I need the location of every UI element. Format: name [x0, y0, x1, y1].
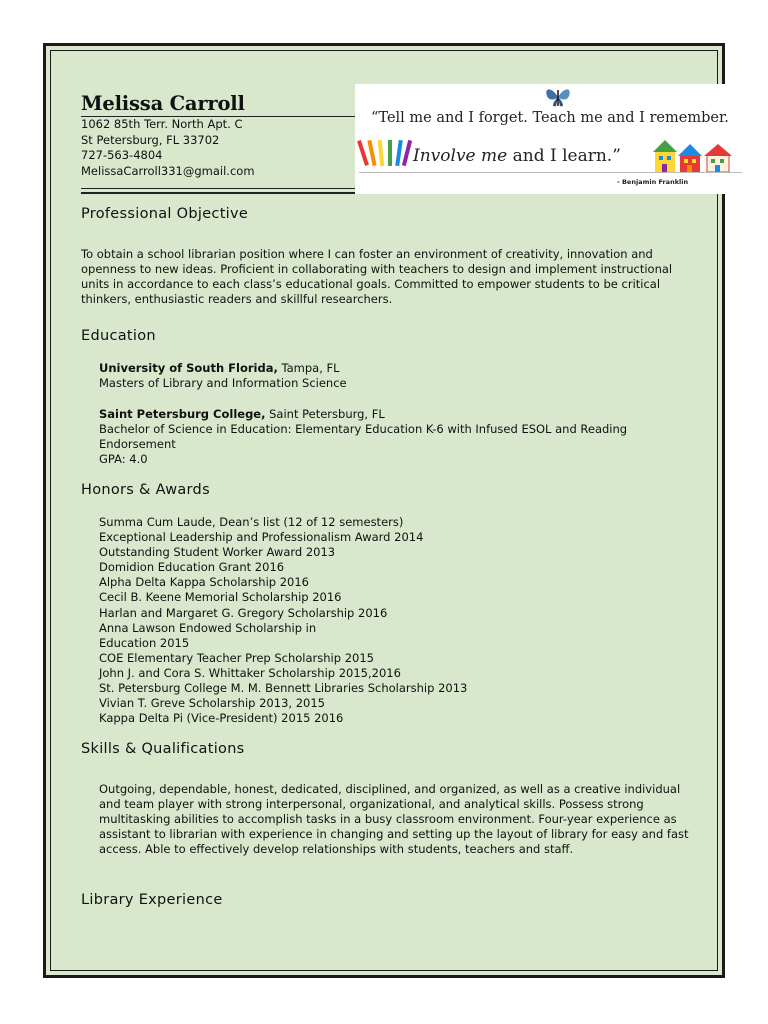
section-title-skills: Skills & Qualifications	[81, 741, 245, 757]
list-item: Kappa Delta Pi (Vice-President) 2015 2016	[99, 711, 344, 726]
education-school-line	[99, 361, 679, 376]
list-item: Outstanding Student Worker Award 2013	[99, 545, 336, 560]
butterfly-icon	[543, 84, 573, 110]
quote-author: - Benjamin Franklin	[617, 178, 689, 186]
header	[81, 92, 361, 116]
list-item: Exceptional Leadership and Professionalism Award 2014	[99, 530, 424, 545]
list-item: COE Elementary Teacher Prep Scholarship 2015	[99, 650, 374, 665]
email-address: MelissaCarroll331@gmail.com	[81, 163, 255, 178]
list-item: St. Petersburg College M. M. Bennett Libraries Scholarship 2013	[99, 681, 468, 696]
list-item: Cecil B. Keene Memorial Scholarship 2016	[99, 590, 342, 605]
houses-icon	[653, 140, 745, 174]
header-rule-bottom	[81, 188, 361, 189]
degree-line: Bachelor of Science in Education: Elementary Education K-6 with Infused ESOL and Reading Endorsement	[99, 422, 628, 451]
list-item: Vivian T. Greve Scholarship 2013, 2015	[99, 696, 325, 711]
applicant-name: Melissa Carroll	[81, 92, 245, 115]
school-name: University of South Florida,	[99, 361, 278, 375]
gpa-line: GPA: 4.0	[99, 452, 148, 466]
school-location: Tampa, FL	[277, 361, 340, 375]
section-title-objective: Professional Objective	[81, 206, 249, 222]
quote-divider	[359, 172, 742, 173]
list-item: Education 2015	[99, 635, 190, 650]
pencils-icon	[357, 136, 413, 170]
list-item: John J. and Cora S. Whittaker Scholarship 2015,2016	[99, 665, 401, 680]
list-item: Harlan and Margaret G. Gregory Scholarship 2016	[99, 605, 388, 620]
list-item: Summa Cum Laude, Dean’s list (12 of 12 semesters)	[99, 515, 404, 529]
education-school-line	[99, 407, 689, 422]
list-item: Anna Lawson Endowed Scholarship in	[99, 620, 317, 635]
education-entry	[99, 361, 679, 391]
list-item: Domidion Education Grant 2016	[99, 560, 285, 575]
list-item: Alpha Delta Kappa Scholarship 2016	[99, 575, 309, 590]
quote-banner	[355, 84, 745, 194]
address-line-1: 1062 85th Terr. North Apt. C	[81, 117, 243, 131]
skills-text: Outgoing, dependable, honest, dedicated, disciplined, and organized, as well as a creative individual and team player with strong interpersonal, organizational, and analytical skills. Possess strong multitasking abilities to accomplish tasks in a busy classroom environment. Four-year experience as assistant to librarian with experience in changing and setting up the layout of library for easy and fast access. Able to effectively develop relationships with students, teachers and staff.	[99, 782, 689, 856]
objective-text: To obtain a school librarian position where I can foster an environment of creativity, innovation and openness to new ideas. Proficient in collaborating with teachers to design and implement instructional units in accordance to each class’s educational goals. Committed to empower students to be critical thinkers, enthusiastic readers and skillful researchers.	[81, 247, 673, 306]
school-location: Saint Petersburg, FL	[265, 407, 385, 421]
address-line-2: St Petersburg, FL 33702	[81, 132, 220, 147]
quote-rest-text: and I learn.”	[507, 146, 621, 166]
header-rule-bottom-thick	[81, 192, 361, 194]
education-entry	[99, 407, 689, 467]
section-title-experience: Library Experience	[81, 892, 223, 908]
contact-block	[81, 117, 255, 179]
school-name: Saint Petersburg College,	[99, 407, 266, 421]
quote-italic-text: Involve me	[413, 146, 508, 166]
phone-number: 727-563-4804	[81, 148, 163, 162]
quote-line-1: “Tell me and I forget. Teach me and I remember.	[371, 110, 729, 126]
section-title-honors: Honors & Awards	[81, 482, 210, 498]
honors-list	[99, 515, 467, 726]
degree-line: Masters of Library and Information Science	[99, 376, 347, 390]
section-title-education: Education	[81, 328, 156, 344]
quote-line-2	[413, 146, 621, 166]
